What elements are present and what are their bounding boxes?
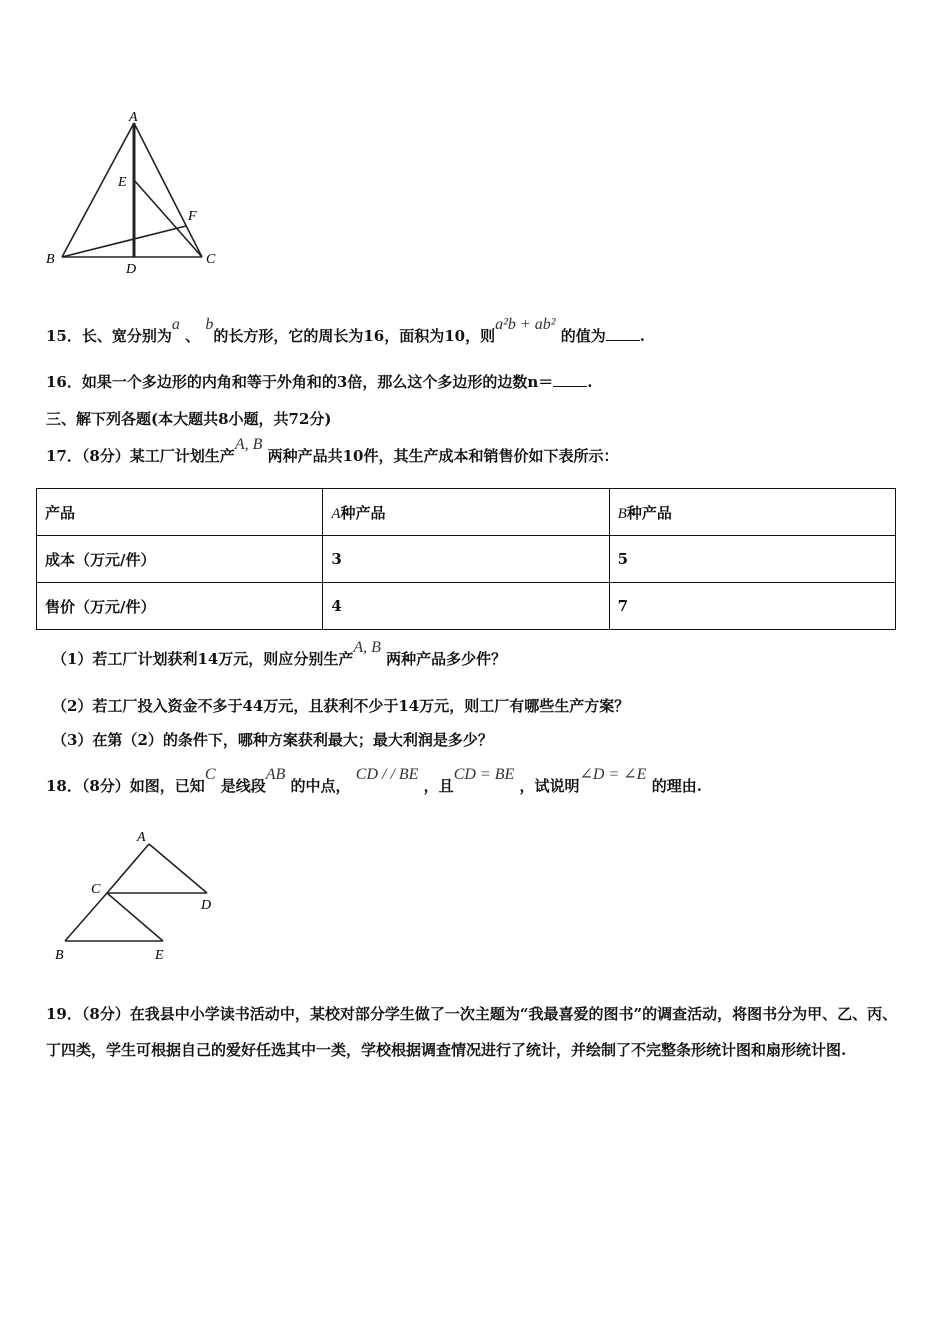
triangle-figure-2: [45, 825, 235, 970]
q18-math-1: C: [204, 766, 216, 783]
header-product-a: A种产品: [323, 489, 609, 536]
q15-sep: 、: [185, 327, 201, 345]
answer-blank-16[interactable]: [553, 372, 587, 387]
fig2-label-e: E: [155, 948, 164, 963]
cost-price-table: [36, 488, 896, 630]
q17-vars: A, B: [234, 436, 263, 453]
q15-var-a: a: [171, 316, 180, 333]
q16-text: 16．如果一个多边形的内角和等于外角和的3倍，那么这个多边形的边数n＝: [46, 373, 554, 391]
q18-part-6: 的理由.: [651, 777, 702, 795]
cell-cost-b: 5: [609, 536, 895, 583]
q18-part-1: 18．（8分）如图，已知: [46, 777, 205, 795]
triangle-figure-1: [40, 105, 240, 280]
cell-price-a: 4: [323, 583, 609, 630]
question-17: [46, 436, 619, 466]
question-16: [46, 371, 592, 392]
row-label-price: 售价（万元/件）: [37, 583, 323, 630]
q18-math-4: CD = BE: [453, 766, 515, 783]
q18-math-3: CD / / BE: [355, 766, 419, 783]
label-a: A: [129, 110, 138, 125]
q15-mid: 的长方形，它的周长为16，面积为10，则: [213, 327, 496, 345]
q18-part-5: ，试说明: [519, 777, 580, 795]
header-product-b: B种产品: [609, 489, 895, 536]
q17-sub1-prefix: （1）若工厂计划获利14万元，则应分别生产: [52, 650, 354, 668]
q18-part-2: 是线段: [220, 777, 266, 795]
q15-prefix: 15．长、宽分别为: [46, 327, 172, 345]
question-18: [46, 766, 702, 796]
q18-math-5: ∠D = ∠E: [579, 766, 647, 783]
q17-subquestion-1: [52, 639, 507, 669]
cell-cost-a: 3: [323, 536, 609, 583]
table-row: [37, 536, 896, 583]
q15-suffix: 的值为: [560, 327, 606, 345]
table-row: [37, 583, 896, 630]
q16-end: .: [587, 373, 593, 391]
label-e: E: [118, 175, 127, 190]
answer-blank-15[interactable]: [606, 326, 640, 341]
cell-price-b: 7: [609, 583, 895, 630]
label-f: F: [188, 209, 197, 224]
row-label-cost: 成本（万元/件）: [37, 536, 323, 583]
q15-end: .: [639, 327, 645, 345]
q17-sub1-vars: A, B: [353, 639, 381, 656]
q15-expression: a²b + ab²: [495, 316, 556, 333]
q18-part-3: 的中点，: [290, 777, 351, 795]
fig2-label-b: B: [55, 948, 64, 963]
question-19: 19．（8分）在我县中小学读书活动中，某校对部分学生做了一次主题为“我最喜爱的图书”的调查活动，将图书分为甲、乙、丙、丁四类，学生可根据自己的爱好任选其中一类，学校根据调查情况进行了统计，并绘制了不完整条形统计图和扇形统计图.: [46, 1005, 898, 1059]
fig2-label-d: D: [201, 898, 212, 913]
fig2-label-a: A: [137, 830, 146, 845]
q18-part-4: ，且: [423, 777, 454, 795]
label-d: D: [126, 262, 137, 277]
section-3-title: 三、解下列各题(本大题共8小题，共72分): [46, 410, 332, 428]
q15-var-b: b: [205, 316, 214, 333]
q18-math-2: AB: [265, 766, 286, 783]
label-c: C: [206, 252, 216, 267]
q17-subquestion-2: （2）若工厂投入资金不多于44万元，且获利不少于14万元，则工厂有哪些生产方案？: [52, 697, 630, 715]
fig2-label-c: C: [91, 882, 101, 897]
q17-sub1-suffix: 两种产品多少件？: [386, 650, 507, 668]
q17-subquestion-3: （3）在第（2）的条件下，哪种方案获利最大；最大利润是多少？: [52, 731, 493, 749]
question-15: [46, 316, 645, 346]
label-b: B: [46, 252, 55, 267]
header-product: 产品: [37, 489, 323, 536]
q17-prefix: 17．（8分）某工厂计划生产: [46, 447, 235, 465]
table-header-row: [37, 489, 896, 536]
q17-suffix: 两种产品共10件，其生产成本和销售价如下表所示：: [267, 447, 619, 465]
